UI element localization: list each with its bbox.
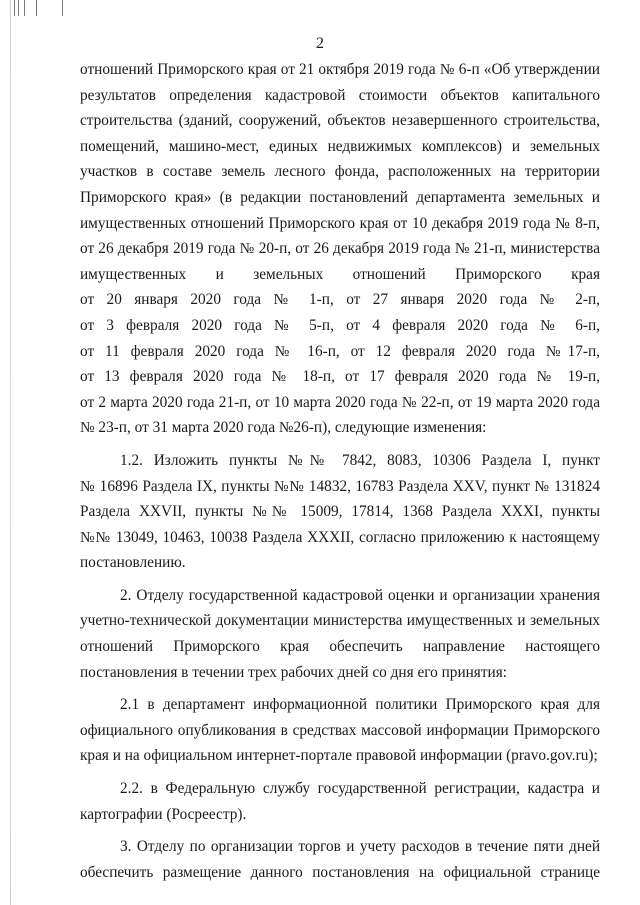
text-line: Раздела XXVII, пункты №№ 15009, 17814, 1368 Раздела XXXI, пункты bbox=[80, 503, 600, 521]
text-line: строительства (зданий, сооружений, объектов незавершенного строительства, bbox=[80, 112, 600, 130]
text-line: 1.2. Изложить пункты №№ 7842, 8083, 10306 Раздела I, пункт bbox=[120, 451, 600, 469]
text-line: постановлению. bbox=[80, 554, 186, 572]
text-line: № 16896 Раздела IX, пункты №№ 14832, 16783 Раздела XXV, пункт № 131824 bbox=[80, 477, 600, 495]
text-line: 3. Отделу по организации торгов и учету расходов в течение пяти дней bbox=[120, 838, 600, 856]
text-line: края и на официальном интернет-портале правовой информации (pravo.gov.ru); bbox=[80, 747, 598, 765]
text-line: результатов определения кадастровой стоимости объектов капитального bbox=[80, 86, 600, 104]
paragraph-gap bbox=[80, 441, 600, 448]
text-line: 2. Отделу государственной кадастровой оценки и организации хранения bbox=[120, 586, 600, 604]
text-line: № 23-п, от 31 марта 2020 года №26-п), следующие изменения: bbox=[80, 419, 487, 437]
scan-left-border bbox=[10, 0, 11, 905]
paragraph-p2 bbox=[80, 448, 600, 576]
paragraph-gap bbox=[80, 827, 600, 834]
paragraph-p4 bbox=[80, 692, 600, 769]
text-line: помещений, машино-мест, единых недвижимых комплексов) и земельных bbox=[80, 137, 600, 155]
text-line: 2.2. в Федеральную службу государственной регистрации, кадастра и bbox=[120, 780, 600, 798]
text-line: от 26 декабря 2019 года № 20-п, от 26 декабря 2019 года № 21-п, министерства bbox=[80, 240, 600, 258]
text-line: постановления в течении трех рабочих дней со дня его принятия: bbox=[80, 663, 508, 681]
paragraph-p5 bbox=[80, 776, 600, 827]
paragraph-gap bbox=[80, 685, 600, 692]
paragraph-p6 bbox=[80, 834, 600, 885]
document-body bbox=[80, 57, 600, 885]
text-line: имущественных отношений Приморского края от 10 декабря 2019 года № 8-п, bbox=[80, 214, 600, 232]
text-line: от 13 февраля 2020 года № 18-п, от 17 февраля 2020 года № 19-п, bbox=[80, 368, 600, 386]
text-line: от 20 января 2020 года № 1-п, от 27 января 2020 года № 2-п, bbox=[80, 291, 600, 309]
text-line: участков в составе земель лесного фонда, расположенных на территории bbox=[80, 163, 600, 181]
text-line: от 2 марта 2020 года 21-п, от 10 марта 2020 года № 22-п, от 19 марта 2020 года bbox=[80, 393, 600, 411]
text-line: имущественных и земельных отношений Приморского края bbox=[80, 265, 600, 283]
paragraph-gap bbox=[80, 769, 600, 776]
text-line: от 11 февраля 2020 года № 16-п, от 12 февраля 2020 года №17-п, bbox=[80, 342, 600, 360]
text-line: отношений Приморского края обеспечить направление настоящего bbox=[80, 638, 600, 656]
text-line: отношений Приморского края от 21 октября 2019 года № 6-п «Об утверждении bbox=[80, 61, 600, 78]
text-line: №№ 13049, 10463, 10038 Раздела XXXII, согласно приложению к настоящему bbox=[80, 528, 600, 546]
page-number: 2 bbox=[316, 35, 324, 52]
text-line: картографии (Росреестр). bbox=[80, 805, 247, 823]
text-line: учетно-технической документации министерства имущественных и земельных bbox=[80, 612, 600, 630]
text-line: от 3 февраля 2020 года № 5-п, от 4 февраля 2020 года № 6-п, bbox=[80, 316, 600, 334]
text-line: 2.1 в департамент информационной политики Приморского края для bbox=[120, 696, 600, 714]
text-line: обеспечить размещение данного постановления на официальной странице bbox=[80, 863, 600, 881]
paragraph-p3 bbox=[80, 583, 600, 685]
text-line: официального опубликования в средствах массовой информации Приморского bbox=[80, 721, 600, 739]
paragraph-gap bbox=[80, 576, 600, 583]
paragraph-p1 bbox=[80, 57, 600, 441]
text-line: Приморского края» (в редакции постановлений департамента земельных и bbox=[80, 188, 600, 206]
